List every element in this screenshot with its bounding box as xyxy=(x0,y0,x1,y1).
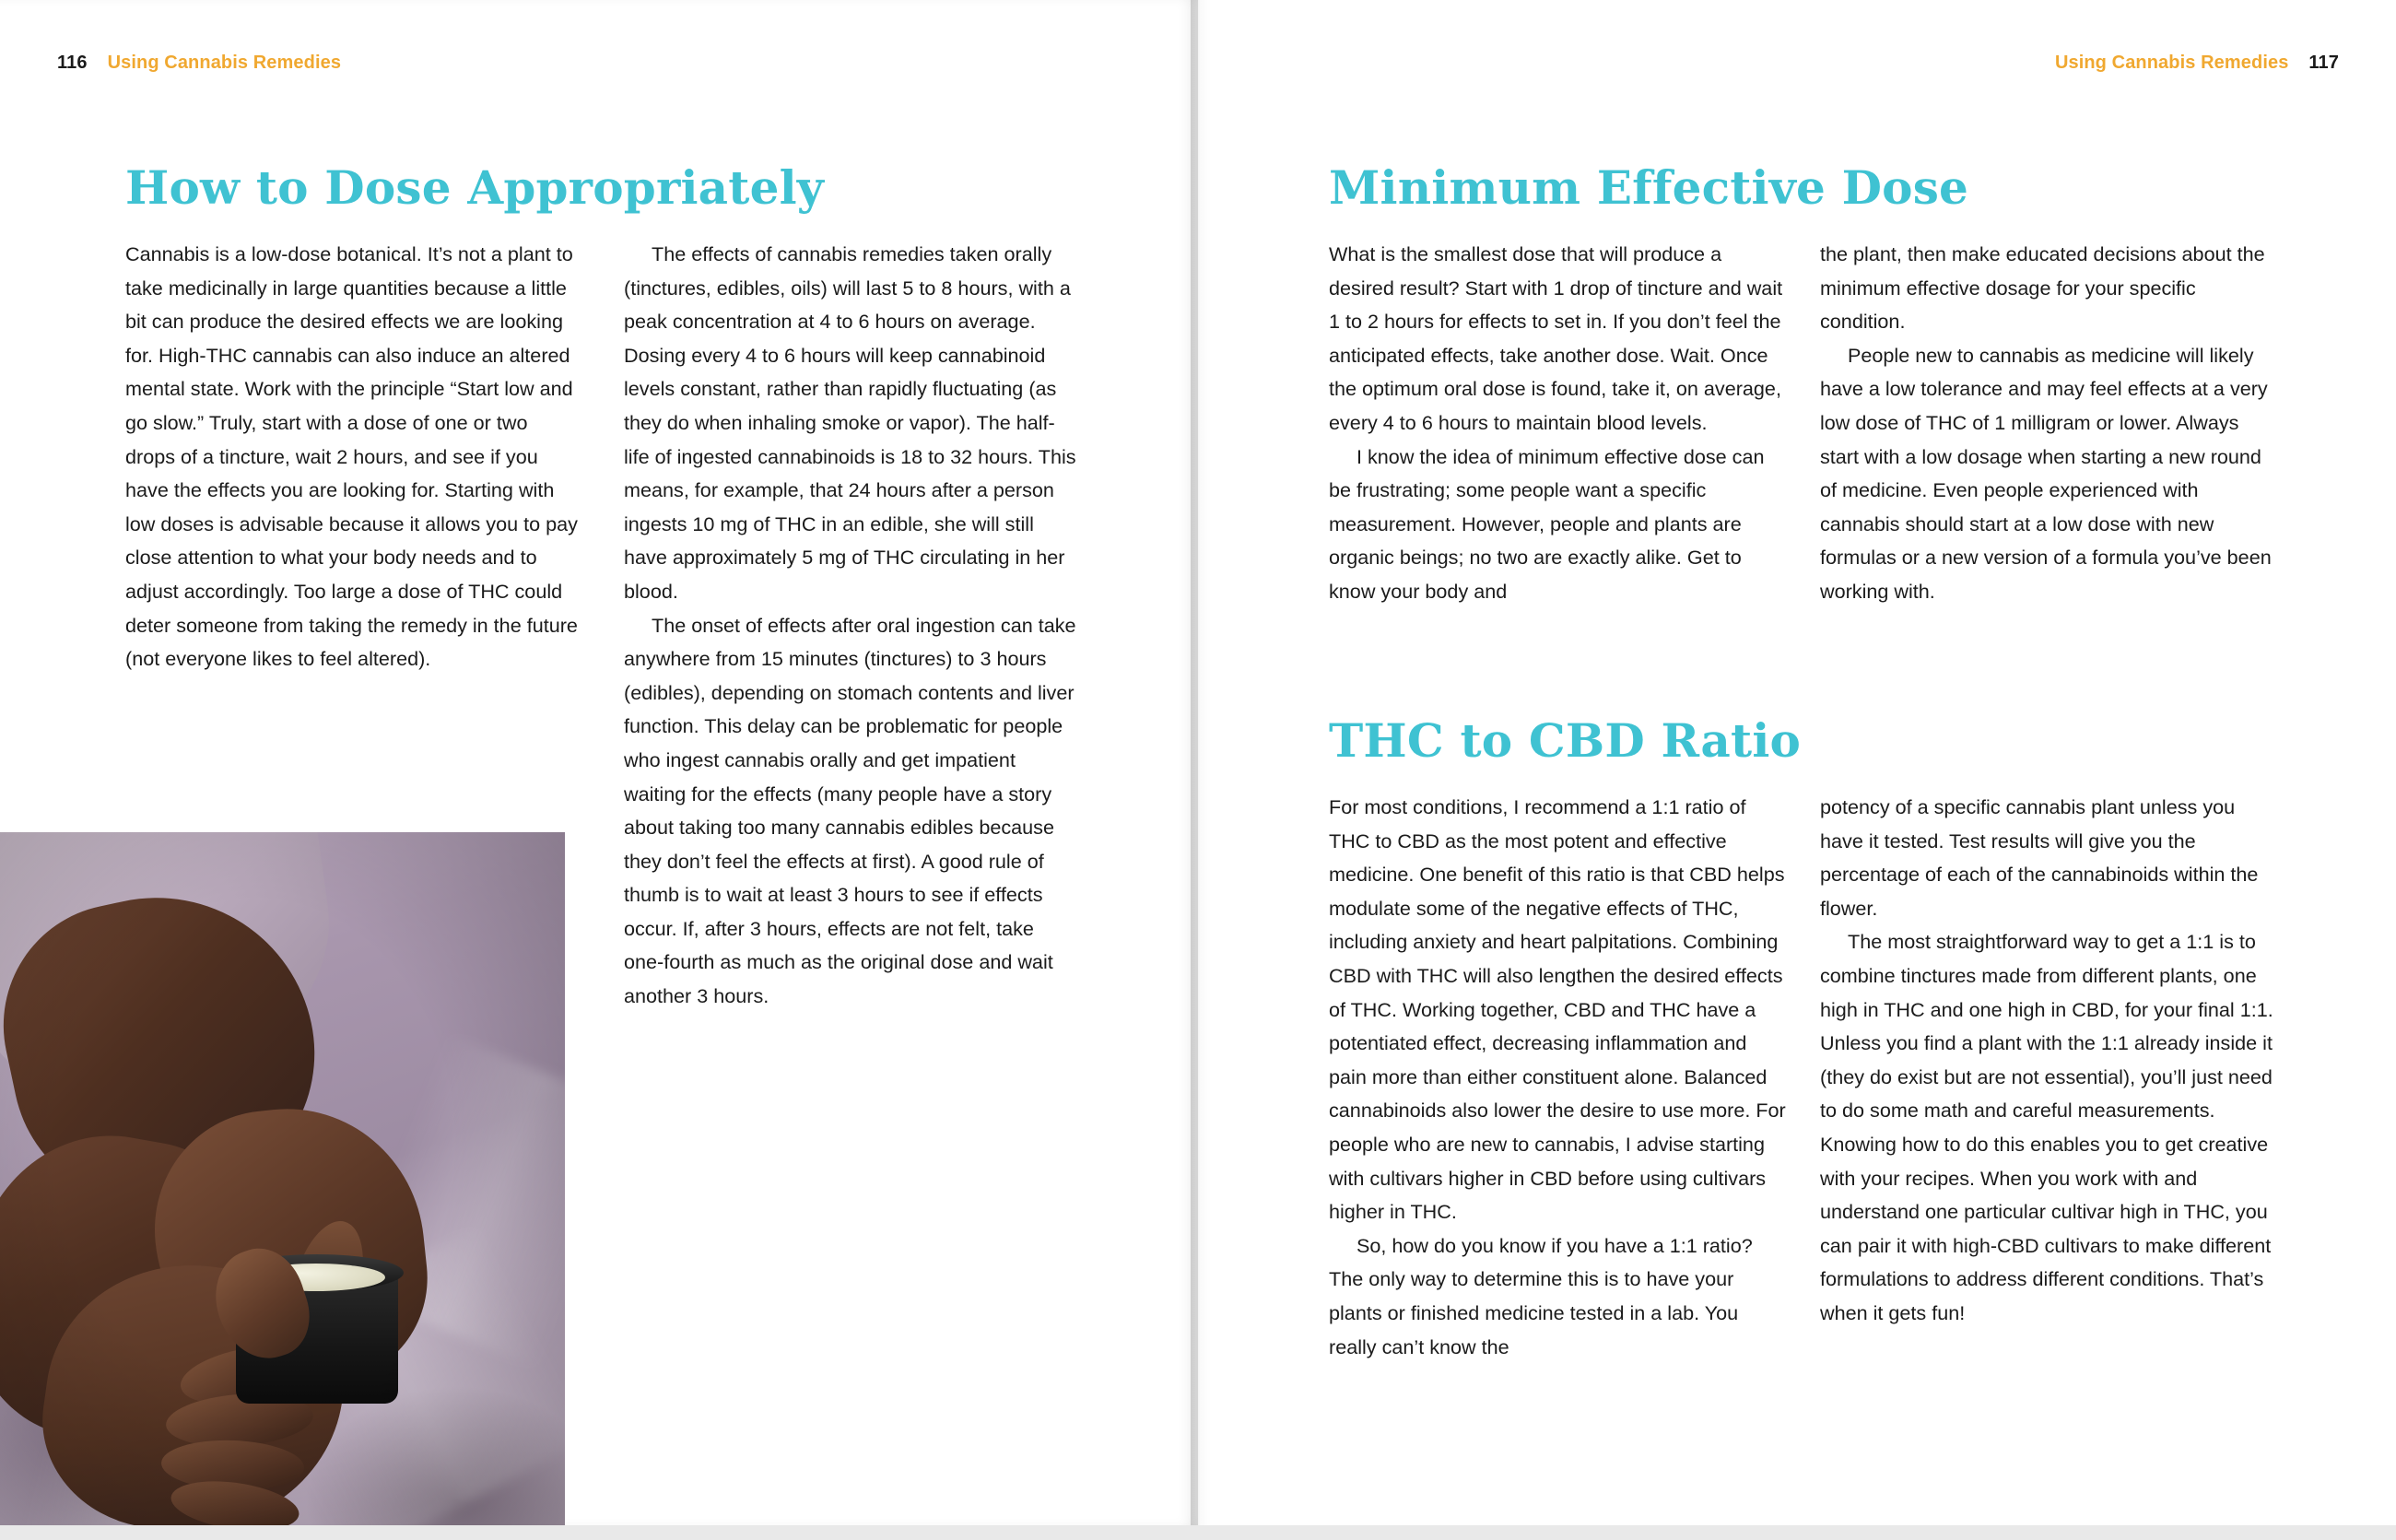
running-head-title-left: Using Cannabis Remedies xyxy=(107,53,342,73)
body-column-dose-1 xyxy=(125,238,580,676)
body-column-ratio-1 xyxy=(1329,791,1790,1364)
paragraph: What is the smallest dose that will produce a desired result? Start with 1 drop of tincture and wait 1 to 2 hours for effects to set in. If you don’t feel the anticipated effects, take another dose. Wait. Once the optimum oral dose is found, take it, on average, every 4 to 6 hours to maintain blood levels. xyxy=(1329,242,1783,434)
paragraph: the plant, then make educated decisions about the minimum effective dosage for your specific condition. xyxy=(1820,242,2265,334)
paragraph: The most straightforward way to get a 1:1 is to combine tinctures made from different plants, one high in THC and one high in CBD, for your final 1:1. Unless you find a plant with the 1:1 already inside it (they do exist but are not essential), you’ll just need to do some math and careful measurements. Knowing how to do this enables you to get creative with your recipes. When you work with and understand one particular cultivar high in THC, you can pair it with high-CBD cultivars to make different formulations to address different conditions. That’s when it gets fun! xyxy=(1820,930,2273,1324)
paragraph: I know the idea of minimum effective dose can be frustrating; some people want a specific measurement. However, people and plants are organic beings; no two are exactly alike. Get to know your body and xyxy=(1329,444,1765,603)
running-head-right xyxy=(2055,53,2339,74)
paragraph: The effects of cannabis remedies taken orally (tinctures, edibles, oils) will last 5 to 8 hours, with a peak concentration at 4 to 6 hours on average. Dosing every 4 to 6 hours will keep cannabinoid levels constant, rather than rapidly fluctuating (as they do when inhaling smoke or vapor). The half-life of ingested cannabinoids is 18 to 32 hours. This means, for example, that 24 hours after a person ingests 10 mg of THC in an edible, she will still have approximately 5 mg of THC circulating in her blood. xyxy=(624,242,1076,603)
body-column-med-2 xyxy=(1820,238,2281,609)
running-head-title-right: Using Cannabis Remedies xyxy=(2054,53,2289,73)
paragraph: The onset of effects after oral ingestion can take anywhere from 15 minutes (tinctures) to 3 hours (edibles), depending on stomach contents and liver function. This delay can be problematic for people who ingest cannabis orally and get impatient waiting for the effects (many people have a story about taking too many cannabis edibles because they don’t feel the effects at first). A good rule of thumb is to wait at least 3 hours to see if effects occur. If, after 3 hours, effects are not felt, take one-fourth as much as the original dose and wait another 3 hours. xyxy=(624,613,1076,1008)
body-column-ratio-2 xyxy=(1820,791,2281,1331)
page-number-left: 116 xyxy=(57,53,88,73)
paragraph: For most conditions, I recommend a 1:1 ratio of THC to CBD as the most potent and effective medicine. One benefit of this ratio is that CBD helps modulate some of the negative effects of THC, including anxiety and heart palpitations. Combining CBD with THC will also lengthen the desired effects of THC. Working together, CBD and THC have a potentiated effect, decreasing inflammation and pain more than either constituent alone. Balanced cannabinoids also lower the desire to use more. For people who are new to cannabis, I advise starting with cultivars higher in CBD before using cultivars higher in THC. xyxy=(1329,795,1786,1224)
page-bottom-edge xyxy=(0,1525,2396,1540)
paragraph: So, how do you know if you have a 1:1 ratio? The only way to determine this is to have your plants or finished medicine tested in a lab. You really can’t know the xyxy=(1329,1233,1753,1358)
body-column-med-1 xyxy=(1329,238,1783,609)
section-title-how-to-dose: How to Dose Appropriately xyxy=(125,160,825,215)
running-head-left xyxy=(57,53,341,74)
section-title-minimum-effective-dose: Minimum Effective Dose xyxy=(1329,160,1969,215)
paragraph: Cannabis is a low-dose botanical. It’s not a plant to take medicinally in large quantities because a little bit can produce the desired effects we are looking for. High-THC cannabis can also induce an altered mental state. Work with the principle “Start low and go slow.” Truly, start with a dose of one or two drops of a tincture, wait 2 hours, and see if you have the effects you are looking for. Starting with low doses is advisable because it allows you to pay close attention to what your body needs and to adjust accordingly. Too large a dose of THC could deter someone from taking the remedy in the future (not everyone likes to feel altered). xyxy=(125,242,578,671)
section-title-thc-to-cbd-ratio: THC to CBD Ratio xyxy=(1329,713,1802,768)
paragraph: potency of a specific cannabis plant unless you have it tested. Test results will give you the percentage of each of the cannabinoids within the flower. xyxy=(1820,795,2259,920)
page-number-right: 117 xyxy=(2308,53,2339,73)
body-column-dose-2 xyxy=(624,238,1078,1014)
photo-hands-with-salve-jar xyxy=(0,832,565,1525)
paragraph: People new to cannabis as medicine will likely have a low tolerance and may feel effects at a very low dose of THC of 1 milligram or lower. Always start with a low dosage when starting a new round of medicine. Even people experienced with cannabis should start at a low dose with new formulas or a new version of a formula you’ve been working with. xyxy=(1820,343,2272,603)
